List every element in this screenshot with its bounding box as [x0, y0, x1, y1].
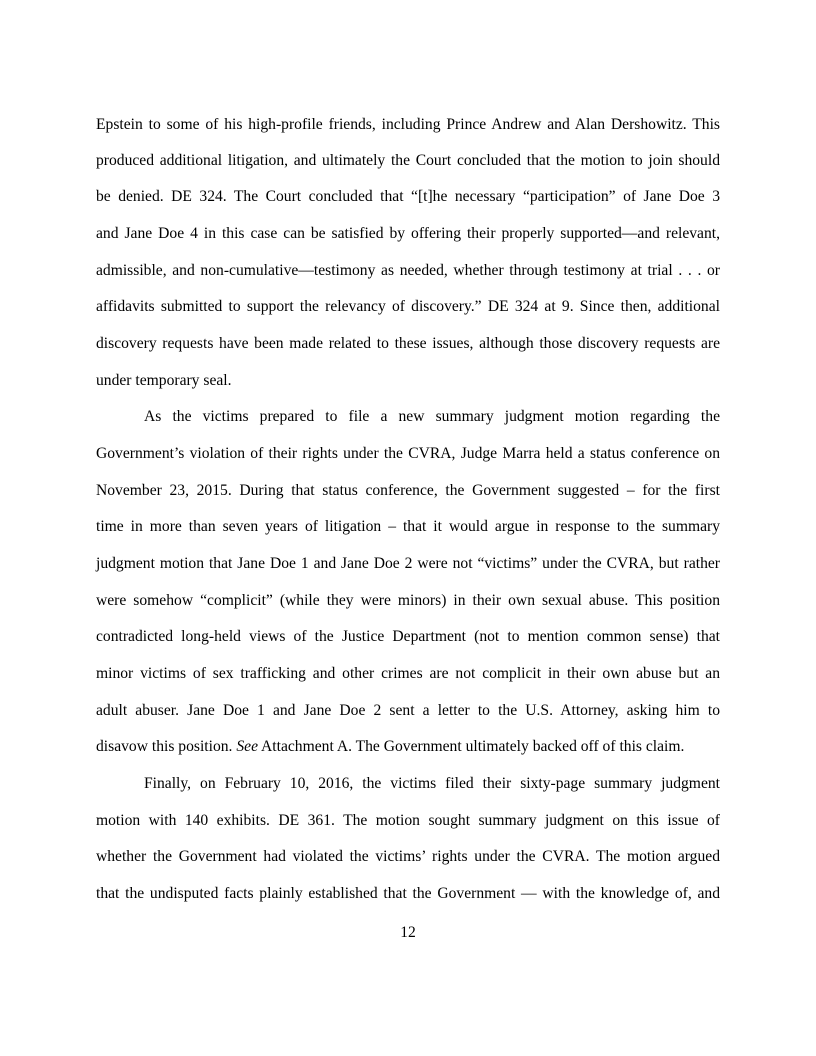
text-segment: Attachment A. The Government ultimately backed off of this claim.: [258, 738, 685, 755]
text-line: and Jane Doe 4 in this case can be satisfied by offering their properly supported—and relevant,: [96, 225, 720, 242]
text-line: motion with 140 exhibits. DE 361. The motion sought summary judgment on this issue of: [96, 812, 720, 829]
text-line: minor victims of sex trafficking and other crimes are not complicit in their own abuse but an: [96, 665, 720, 682]
text-line: be denied. DE 324. The Court concluded that “[t]he necessary “participation” of Jane Doe 3: [96, 188, 720, 205]
text-line: whether the Government had violated the victims’ rights under the CVRA. The motion argued: [96, 848, 720, 865]
text-line: Epstein to some of his high-profile friends, including Prince Andrew and Alan Dershowitz. This: [96, 116, 720, 133]
text-line: admissible, and non-cumulative—testimony as needed, whether through testimony at trial . . . or: [96, 262, 720, 279]
text-line: were somehow “complicit” (while they were minors) in their own sexual abuse. This position: [96, 592, 720, 609]
text-line: [96, 738, 720, 756]
text-line: November 23, 2015. During that status conference, the Government suggested – for the first: [96, 482, 720, 499]
text-line: Finally, on February 10, 2016, the victims filed their sixty-page summary judgment: [144, 775, 720, 792]
text-line: judgment motion that Jane Doe 1 and Jane Doe 2 were not “victims” under the CVRA, but rather: [96, 555, 720, 572]
text-line: time in more than seven years of litigation – that it would argue in response to the summary: [96, 518, 720, 535]
text-line: contradicted long-held views of the Justice Department (not to mention common sense) that: [96, 628, 720, 645]
text-line: under temporary seal.: [96, 372, 232, 389]
text-line: Government’s violation of their rights under the CVRA, Judge Marra held a status conference on: [96, 445, 720, 462]
italic-citation-signal: See: [236, 738, 258, 755]
text-line: affidavits submitted to support the relevancy of discovery.” DE 324 at 9. Since then, additional: [96, 298, 720, 315]
text-line: adult abuser. Jane Doe 1 and Jane Doe 2 sent a letter to the U.S. Attorney, asking him to: [96, 702, 720, 719]
text-line: As the victims prepared to file a new summary judgment motion regarding the: [144, 408, 720, 425]
text-line: that the undisputed facts plainly established that the Government — with the knowledge of, and: [96, 885, 720, 902]
text-line: discovery requests have been made related to these issues, although those discovery requests are: [96, 335, 720, 352]
text-segment: disavow this position.: [96, 738, 237, 755]
page-number: 12: [400, 924, 416, 941]
text-line: produced additional litigation, and ultimately the Court concluded that the motion to join should: [96, 152, 720, 169]
